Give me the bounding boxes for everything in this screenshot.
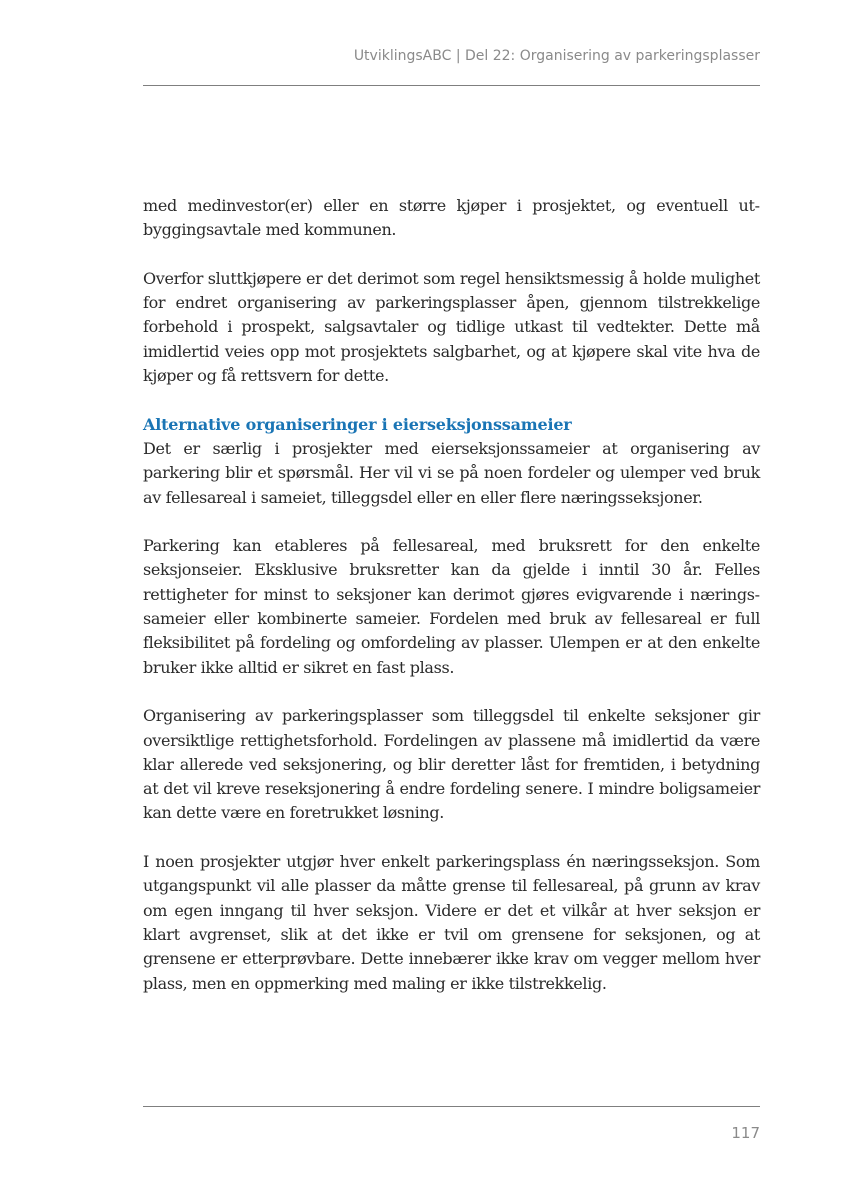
footer-divider — [143, 1106, 760, 1107]
body-paragraph-6: I noen prosjekter utgjør hver enkelt parkeringsplass én næringsseksjon. Som utgangspunkt vil alle plasser da måtte grense til fellesareal, på grunn av krav om egen inngang til hver seksjon. Videre er det et vilkår at hver seksjon er klart avgrenset, slik at det ikke er tvil om grensene for seksjonen, og at grensene er etterprøvbare. Dette innebærer ikke krav om vegger mellom hver plass, men en oppmerking med maling er ikke tilstrekkelig. — [143, 852, 760, 993]
body-paragraph-4: Parkering kan etableres på fellesareal, med bruksrett for den enkelte seksjonseier. Eksklusive bruksretter kan da gjelde i inntil 30 år. Felles rettigheter for minst to seksjoner kan derimot gjøres evigvarende i næringssameier eller kombinerte sameier. Fordelen med bruk av fellesareal er full fleksibilitet på fordeling og omfordeling av plasser. Ulempen er at den enkelte bruker ikke alltid er sikret en fast plass. — [143, 536, 760, 677]
body-paragraph-2: Overfor sluttkjøpere er det derimot som regel hensiktsmessig å holde mulighet for endret organisering av parkeringsplasser åpen, gjennom tilstrekkelige forbehold i prospekt, salgsavtaler og tidlige utkast til vedtekter. Dette må imidlertid veies opp mot prosjektets salgbarhet, og at kjøpere skal vite hva de kjøper og få rettsvern for dette. — [143, 268, 760, 386]
page-number: 117 — [731, 1124, 760, 1142]
body-paragraph-1: med medinvestor(er) eller en større kjøper i prosjektet, og eventuell utbyggingsavtale med kommunen. — [143, 196, 760, 240]
header-divider — [143, 85, 760, 86]
page-body — [143, 194, 760, 996]
body-paragraph-5: Organisering av parkeringsplasser som tilleggsdel til enkelte seksjoner gir oversiktlige rettighetsforhold. Fordelingen av plassene må imidlertid da være klar allerede ved seksjonering, og blir deretter låst for fremtiden, i betydning at det vil kreve reseksjonering å endre fordeling senere. I mindre boligsameier kan dette være en foretrukket løsning. — [143, 706, 760, 823]
running-header: UtviklingsABC | Del 22: Organisering av parkeringsplasser — [353, 48, 760, 64]
section-heading: Alternative organiseringer i eierseksjonssameier — [143, 414, 572, 434]
body-paragraph-3: Det er særlig i prosjekter med eierseksjonssameier at organisering av parkering blir et spørsmål. Her vil vi se på noen fordeler og ulemper ved bruk av fellesareal i sameiet, tilleggsdel eller en eller flere næringsseksjoner. — [143, 438, 760, 507]
